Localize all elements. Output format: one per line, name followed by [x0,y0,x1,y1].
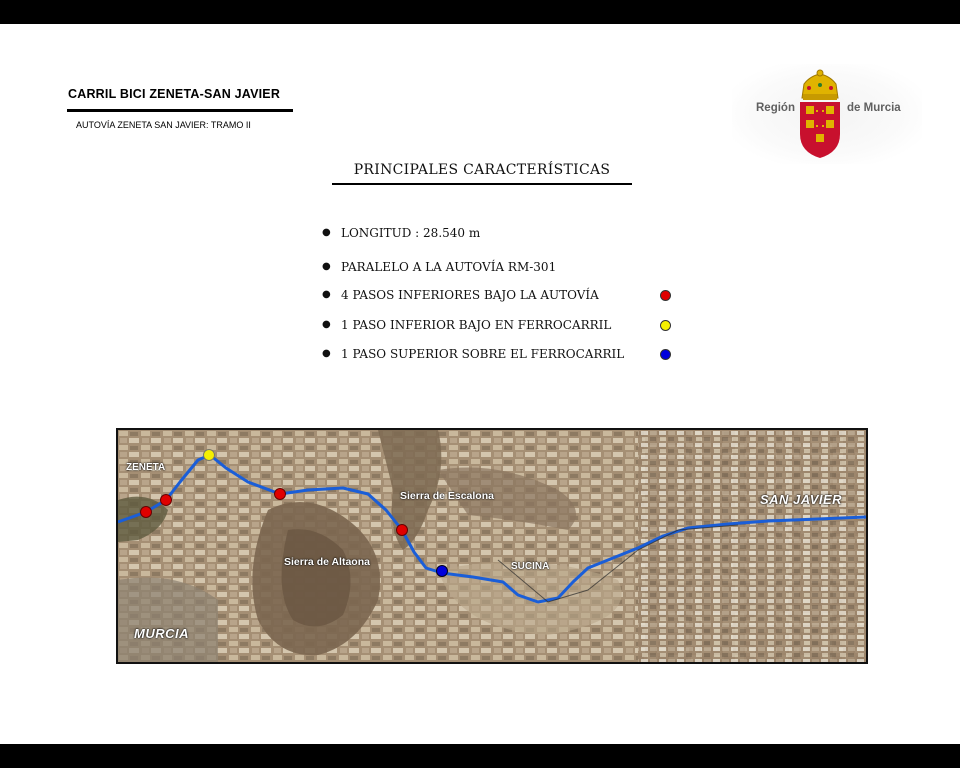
route-map [116,428,868,664]
map-label-sucina: SUCINA [511,561,550,572]
feature-label: 4 PASOS INFERIORES BAJO LA AUTOVÍA [341,288,599,302]
bullet-icon: ● [322,289,331,300]
bullet-icon: ● [322,261,331,272]
feature-item [322,345,682,367]
region-de-murcia-logo [732,64,922,164]
feature-item [322,258,682,280]
document-title: CARRIL BICI ZENETA-SAN JAVIER [68,87,281,101]
map-label-sierra-altaona: Sierra de Altaona [284,556,370,568]
bullet-icon: ● [322,348,331,359]
bullet-icon: ● [322,319,331,330]
logo-text-left: Región [756,102,795,114]
feature-item [322,224,682,246]
feature-label: 1 PASO INFERIOR BAJO EN FERROCARRIL [341,318,612,332]
map-label-sierra-escalona: Sierra de Escalona [400,490,494,502]
feature-item [322,316,682,338]
map-label-san-javier: SAN JAVIER [760,492,843,507]
slide [0,24,960,744]
feature-label: PARALELO A LA AUTOVÍA RM-301 [341,260,557,274]
feature-label: LONGITUD : 28.540 m [341,226,481,240]
map-label-zeneta: ZENETA [126,462,166,473]
document-subtitle: AUTOVÍA ZENETA SAN JAVIER: TRAMO II [76,120,251,130]
section-heading-underline [332,183,632,185]
satellite-map-image [118,430,866,662]
logo-text-right: de Murcia [847,102,901,114]
red-marker-icon [660,290,671,301]
yellow-marker-icon [660,320,671,331]
coat-of-arms-icon [796,68,844,160]
title-underline [67,109,293,112]
feature-item [322,286,682,308]
section-heading: PRINCIPALES CARACTERÍSTICAS [353,162,611,178]
feature-label: 1 PASO SUPERIOR SOBRE EL FERROCARRIL [341,347,625,361]
blue-marker-icon [660,349,671,360]
bullet-icon: ● [322,227,331,238]
map-label-murcia: MURCIA [134,626,189,641]
